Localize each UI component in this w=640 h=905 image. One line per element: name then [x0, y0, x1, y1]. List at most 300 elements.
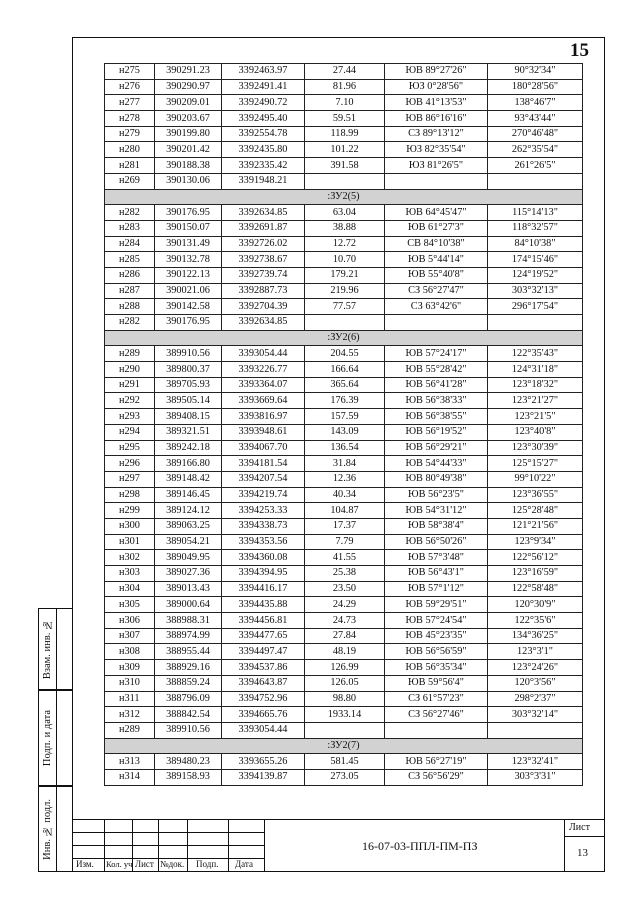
table-row: [105, 64, 583, 80]
cell-point-name: н290: [105, 362, 155, 378]
table-row: [105, 503, 583, 519]
table-row: [105, 346, 583, 362]
cell-direction-angle: 120°30'9": [488, 597, 583, 613]
table-row: [105, 158, 583, 174]
cell-rhumb: СЗ 56°56'29": [385, 769, 488, 785]
cell-point-name: н291: [105, 377, 155, 393]
cell-length: 118.99: [305, 126, 385, 142]
cell-coord-y: 3394207.54: [222, 471, 305, 487]
cell-point-name: н304: [105, 581, 155, 597]
cell-rhumb: ЮВ 56°27'19": [385, 754, 488, 770]
cell-coord-x: 390203.67: [155, 111, 222, 127]
cell-direction-angle: 99°10'22": [488, 471, 583, 487]
cell-direction-angle: [488, 173, 583, 189]
cell-length: 63.04: [305, 205, 385, 221]
cell-point-name: н296: [105, 456, 155, 472]
cell-coord-x: 389000.64: [155, 597, 222, 613]
cell-direction-angle: 174°15'46": [488, 252, 583, 268]
cell-coord-y: 3394338.73: [222, 518, 305, 534]
cell-coord-x: 389063.25: [155, 518, 222, 534]
cell-coord-y: 3394353.56: [222, 534, 305, 550]
table-row: [105, 377, 583, 393]
cell-coord-x: 390290.97: [155, 79, 222, 95]
cell-coord-x: 390122.13: [155, 267, 222, 283]
cell-length: 143.09: [305, 424, 385, 440]
cell-direction-angle: 270°46'48": [488, 126, 583, 142]
cell-coord-y: 3394477.65: [222, 628, 305, 644]
cell-coord-x: 388974.99: [155, 628, 222, 644]
title-block: [72, 819, 605, 872]
cell-direction-angle: 303°3'31": [488, 769, 583, 785]
table-row: [105, 644, 583, 660]
cell-length: 25.38: [305, 566, 385, 582]
cell-direction-angle: 122°35'6": [488, 613, 583, 629]
stamp-podp: Подп.: [196, 859, 219, 869]
table-row: [105, 79, 583, 95]
cell-coord-x: 390132.78: [155, 252, 222, 268]
cell-coord-x: 390176.95: [155, 315, 222, 331]
table-row: [105, 581, 583, 597]
cell-coord-y: 3394643.87: [222, 675, 305, 691]
cell-length: 31.84: [305, 456, 385, 472]
cell-direction-angle: 123°16'59": [488, 566, 583, 582]
cell-length: 581.45: [305, 754, 385, 770]
cell-coord-y: 3392490.72: [222, 95, 305, 111]
stamp-izm: Изм.: [76, 859, 94, 869]
cell-coord-y: 3394497.47: [222, 644, 305, 660]
cell-point-name: н276: [105, 79, 155, 95]
cell-length: 104.87: [305, 503, 385, 519]
cell-rhumb: [385, 173, 488, 189]
cell-direction-angle: 120°3'56": [488, 675, 583, 691]
table-row: [105, 220, 583, 236]
cell-coord-y: 3394219.74: [222, 487, 305, 503]
cell-length: 81.96: [305, 79, 385, 95]
cell-length: 219.96: [305, 283, 385, 299]
cell-rhumb: [385, 315, 488, 331]
cell-point-name: н284: [105, 236, 155, 252]
cell-rhumb: ЮВ 56°19'52": [385, 424, 488, 440]
cell-coord-x: 388796.09: [155, 691, 222, 707]
side-label-vzam-inv: Взам. инв. №: [42, 618, 53, 680]
table-row: [105, 660, 583, 676]
cell-direction-angle: 124°31'18": [488, 362, 583, 378]
cell-point-name: н305: [105, 597, 155, 613]
cell-coord-y: 3393054.44: [222, 722, 305, 738]
cell-rhumb: ЮВ 57°24'54": [385, 613, 488, 629]
cell-coord-y: 3393669.64: [222, 393, 305, 409]
cell-coord-y: 3392634.85: [222, 205, 305, 221]
cell-length: 27.44: [305, 64, 385, 80]
cell-rhumb: ЮВ 57°3'48": [385, 550, 488, 566]
cell-coord-x: 389705.93: [155, 377, 222, 393]
cell-coord-y: 3394181.54: [222, 456, 305, 472]
cell-rhumb: ЮВ 59°29'51": [385, 597, 488, 613]
cell-direction-angle: 123°9'34": [488, 534, 583, 550]
side-label-inv-podl: Инв. № подл.: [42, 798, 53, 860]
table-row: [105, 95, 583, 111]
cell-length: 126.05: [305, 675, 385, 691]
side-label-podp-data: Подп. и дата: [42, 709, 53, 767]
cell-direction-angle: 118°32'57": [488, 220, 583, 236]
cell-length: 136.54: [305, 440, 385, 456]
cell-coord-x: 390199.80: [155, 126, 222, 142]
cell-length: 23.50: [305, 581, 385, 597]
cell-coord-x: 389054.21: [155, 534, 222, 550]
cell-coord-x: 390291.23: [155, 64, 222, 80]
cell-point-name: н299: [105, 503, 155, 519]
cell-direction-angle: 115°14'13": [488, 205, 583, 221]
cell-length: 59.51: [305, 111, 385, 127]
cell-coord-y: 3394665.76: [222, 707, 305, 723]
side-block-vzam: [38, 608, 72, 690]
cell-direction-angle: 303°32'13": [488, 283, 583, 299]
cell-coord-y: 3392726.02: [222, 236, 305, 252]
cell-rhumb: ЮВ 41°13'53": [385, 95, 488, 111]
cell-direction-angle: 296°17'54": [488, 299, 583, 315]
cell-coord-x: 389166.80: [155, 456, 222, 472]
cell-rhumb: ЮВ 55°28'42": [385, 362, 488, 378]
table-row: [105, 283, 583, 299]
cell-length: 176.39: [305, 393, 385, 409]
side-block-podp: [38, 690, 72, 786]
cell-point-name: н287: [105, 283, 155, 299]
table-row: [105, 675, 583, 691]
cell-point-name: н279: [105, 126, 155, 142]
cell-rhumb: ЮВ 56°23'5": [385, 487, 488, 503]
coordinates-table: [104, 63, 583, 786]
cell-length: [305, 315, 385, 331]
cell-point-name: н300: [105, 518, 155, 534]
table-row: [105, 566, 583, 582]
cell-direction-angle: 134°36'25": [488, 628, 583, 644]
cell-rhumb: ЮВ 56°50'26": [385, 534, 488, 550]
cell-length: 40.34: [305, 487, 385, 503]
cell-coord-y: 3391948.21: [222, 173, 305, 189]
cell-direction-angle: 122°56'12": [488, 550, 583, 566]
cell-direction-angle: 123°32'41": [488, 754, 583, 770]
table-row: [105, 173, 583, 189]
cell-point-name: н313: [105, 754, 155, 770]
cell-rhumb: ЮВ 56°38'55": [385, 409, 488, 425]
table-row: [105, 456, 583, 472]
table-row: [105, 126, 583, 142]
cell-direction-angle: 138°46'7": [488, 95, 583, 111]
cell-direction-angle: 123°30'39": [488, 440, 583, 456]
table-row: [105, 362, 583, 378]
cell-coord-y: 3392491.41: [222, 79, 305, 95]
cell-point-name: н278: [105, 111, 155, 127]
stamp-ndok: №док.: [160, 859, 185, 869]
cell-rhumb: ЮВ 86°16'16": [385, 111, 488, 127]
cell-rhumb: ЮВ 54°44'33": [385, 456, 488, 472]
cell-direction-angle: 90°32'34": [488, 64, 583, 80]
cell-point-name: н307: [105, 628, 155, 644]
table-row: [105, 236, 583, 252]
cell-point-name: н293: [105, 409, 155, 425]
cell-coord-y: 3392435.80: [222, 142, 305, 158]
table-row: [105, 754, 583, 770]
cell-rhumb: ЮВ 61°27'3": [385, 220, 488, 236]
table-row: [105, 205, 583, 221]
cell-rhumb: ЮЗ 0°28'56": [385, 79, 488, 95]
cell-point-name: н306: [105, 613, 155, 629]
cell-length: 157.59: [305, 409, 385, 425]
cell-coord-x: 389146.45: [155, 487, 222, 503]
cell-coord-y: 3393226.77: [222, 362, 305, 378]
cell-rhumb: ЮЗ 82°35'54": [385, 142, 488, 158]
cell-length: 10.70: [305, 252, 385, 268]
section-header-row: [105, 738, 583, 754]
table-row: [105, 393, 583, 409]
cell-point-name: н295: [105, 440, 155, 456]
cell-length: 391.58: [305, 158, 385, 174]
cell-rhumb: СЗ 63°42'6": [385, 299, 488, 315]
cell-coord-x: 390188.38: [155, 158, 222, 174]
cell-coord-x: 389505.14: [155, 393, 222, 409]
cell-coord-y: 3392335.42: [222, 158, 305, 174]
table-row: [105, 424, 583, 440]
cell-coord-x: 388859.24: [155, 675, 222, 691]
cell-rhumb: ЮВ 58°38'4": [385, 518, 488, 534]
cell-coord-x: 389910.56: [155, 722, 222, 738]
cell-point-name: н302: [105, 550, 155, 566]
cell-coord-y: 3392463.97: [222, 64, 305, 80]
cell-length: 365.64: [305, 377, 385, 393]
table-row: [105, 534, 583, 550]
cell-coord-y: 3392554.78: [222, 126, 305, 142]
table-row: [105, 487, 583, 503]
cell-point-name: н310: [105, 675, 155, 691]
cell-direction-angle: 123°36'55": [488, 487, 583, 503]
cell-coord-y: 3394435.88: [222, 597, 305, 613]
cell-rhumb: ЮВ 56°35'34": [385, 660, 488, 676]
cell-point-name: н280: [105, 142, 155, 158]
cell-rhumb: СЗ 56°27'47": [385, 283, 488, 299]
cell-rhumb: ЮВ 64°45'47": [385, 205, 488, 221]
cell-direction-angle: 123°21'27": [488, 393, 583, 409]
cell-coord-y: 3394537.86: [222, 660, 305, 676]
section-header-row: [105, 330, 583, 346]
cell-point-name: н308: [105, 644, 155, 660]
cell-coord-x: 390176.95: [155, 205, 222, 221]
table-row: [105, 769, 583, 785]
cell-length: 7.10: [305, 95, 385, 111]
cell-length: 179.21: [305, 267, 385, 283]
cell-point-name: н269: [105, 173, 155, 189]
cell-point-name: н289: [105, 346, 155, 362]
table-row: [105, 299, 583, 315]
cell-direction-angle: 261°26'5": [488, 158, 583, 174]
stamp-list: Лист: [135, 859, 154, 869]
cell-point-name: н301: [105, 534, 155, 550]
cell-length: 48.19: [305, 644, 385, 660]
cell-coord-x: 389910.56: [155, 346, 222, 362]
sheet-number: 13: [577, 847, 588, 859]
cell-length: 98.80: [305, 691, 385, 707]
cell-coord-x: 388955.44: [155, 644, 222, 660]
cell-length: 38.88: [305, 220, 385, 236]
cell-point-name: н289: [105, 722, 155, 738]
cell-direction-angle: 123°24'26": [488, 660, 583, 676]
table-row: [105, 691, 583, 707]
cell-length: 126.99: [305, 660, 385, 676]
table-row: [105, 252, 583, 268]
cell-rhumb: ЮВ 56°41'28": [385, 377, 488, 393]
cell-coord-y: 3394139.87: [222, 769, 305, 785]
cell-point-name: н288: [105, 299, 155, 315]
cell-point-name: н283: [105, 220, 155, 236]
cell-point-name: н282: [105, 315, 155, 331]
cell-length: [305, 722, 385, 738]
cell-coord-y: 3392887.73: [222, 283, 305, 299]
cell-length: 12.72: [305, 236, 385, 252]
cell-direction-angle: 125°15'27": [488, 456, 583, 472]
cell-coord-x: 388988.31: [155, 613, 222, 629]
cell-coord-x: 389027.36: [155, 566, 222, 582]
cell-length: 273.05: [305, 769, 385, 785]
cell-length: 12.36: [305, 471, 385, 487]
cell-length: 24.29: [305, 597, 385, 613]
cell-point-name: н298: [105, 487, 155, 503]
cell-rhumb: ЮВ 56°43'1": [385, 566, 488, 582]
cell-length: 7.79: [305, 534, 385, 550]
table-row: [105, 707, 583, 723]
table-row: [105, 471, 583, 487]
cell-rhumb: ЮВ 80°49'38": [385, 471, 488, 487]
cell-coord-x: 388842.54: [155, 707, 222, 723]
cell-coord-y: 3394360.08: [222, 550, 305, 566]
cell-direction-angle: 93°43'44": [488, 111, 583, 127]
table-row: [105, 315, 583, 331]
cell-direction-angle: 298°2'37": [488, 691, 583, 707]
cell-point-name: н303: [105, 566, 155, 582]
cell-coord-x: 389321.51: [155, 424, 222, 440]
cell-length: 27.84: [305, 628, 385, 644]
section-label: :ЗУ2(7): [105, 738, 583, 754]
section-header-row: [105, 189, 583, 205]
cell-rhumb: ЮВ 45°23'35": [385, 628, 488, 644]
cell-direction-angle: 303°32'14": [488, 707, 583, 723]
cell-direction-angle: 125°28'48": [488, 503, 583, 519]
cell-point-name: н309: [105, 660, 155, 676]
cell-coord-y: 3393948.61: [222, 424, 305, 440]
cell-coord-x: 390142.58: [155, 299, 222, 315]
cell-coord-x: 389158.93: [155, 769, 222, 785]
cell-direction-angle: 180°28'56": [488, 79, 583, 95]
section-label: :ЗУ2(5): [105, 189, 583, 205]
cell-coord-y: 3392738.67: [222, 252, 305, 268]
cell-point-name: н275: [105, 64, 155, 80]
cell-rhumb: СЗ 61°57'23": [385, 691, 488, 707]
cell-point-name: н294: [105, 424, 155, 440]
cell-coord-y: 3394253.33: [222, 503, 305, 519]
cell-coord-x: 388929.16: [155, 660, 222, 676]
cell-coord-x: 389049.95: [155, 550, 222, 566]
cell-coord-x: 390150.07: [155, 220, 222, 236]
cell-direction-angle: [488, 315, 583, 331]
cell-point-name: н314: [105, 769, 155, 785]
table-row: [105, 142, 583, 158]
cell-coord-x: 390130.06: [155, 173, 222, 189]
cell-direction-angle: 121°21'56": [488, 518, 583, 534]
cell-coord-y: 3394416.17: [222, 581, 305, 597]
cell-point-name: н286: [105, 267, 155, 283]
cell-coord-y: 3392495.40: [222, 111, 305, 127]
cell-direction-angle: [488, 722, 583, 738]
cell-coord-x: 390201.42: [155, 142, 222, 158]
cell-direction-angle: 262°35'54": [488, 142, 583, 158]
cell-length: 41.55: [305, 550, 385, 566]
stamp-kol-uch: Кол. уч: [106, 859, 133, 869]
document-code: 16-07-03-ППЛ-ПМ-ПЗ: [362, 839, 478, 853]
cell-point-name: н312: [105, 707, 155, 723]
cell-rhumb: ЮЗ 81°26'5": [385, 158, 488, 174]
cell-length: 204.55: [305, 346, 385, 362]
cell-direction-angle: 123°18'32": [488, 377, 583, 393]
cell-coord-y: 3393655.26: [222, 754, 305, 770]
cell-coord-y: 3392739.74: [222, 267, 305, 283]
cell-direction-angle: 122°58'48": [488, 581, 583, 597]
cell-direction-angle: 123°40'8": [488, 424, 583, 440]
cell-rhumb: СВ 84°10'38": [385, 236, 488, 252]
cell-direction-angle: 122°35'43": [488, 346, 583, 362]
table-row: [105, 628, 583, 644]
cell-coord-x: 389242.18: [155, 440, 222, 456]
page-number: 15: [570, 40, 589, 61]
cell-coord-x: 389800.37: [155, 362, 222, 378]
table-row: [105, 267, 583, 283]
cell-point-name: н285: [105, 252, 155, 268]
cell-rhumb: ЮВ 57°24'17": [385, 346, 488, 362]
cell-coord-y: 3392634.85: [222, 315, 305, 331]
cell-point-name: н292: [105, 393, 155, 409]
cell-coord-x: 390209.01: [155, 95, 222, 111]
cell-rhumb: ЮВ 57°1'12": [385, 581, 488, 597]
cell-coord-y: 3393816.97: [222, 409, 305, 425]
table-row: [105, 722, 583, 738]
cell-rhumb: СЗ 89°13'12": [385, 126, 488, 142]
cell-coord-y: 3394067.70: [222, 440, 305, 456]
cell-direction-angle: 123°3'1": [488, 644, 583, 660]
cell-rhumb: [385, 722, 488, 738]
cell-coord-y: 3394394.95: [222, 566, 305, 582]
cell-coord-x: 390021.06: [155, 283, 222, 299]
cell-coord-y: 3393054.44: [222, 346, 305, 362]
cell-length: 1933.14: [305, 707, 385, 723]
cell-coord-x: 389408.15: [155, 409, 222, 425]
cell-point-name: н297: [105, 471, 155, 487]
cell-length: 24.73: [305, 613, 385, 629]
cell-rhumb: ЮВ 56°56'59": [385, 644, 488, 660]
cell-rhumb: ЮВ 55°40'8": [385, 267, 488, 283]
cell-length: 77.57: [305, 299, 385, 315]
cell-rhumb: ЮВ 56°29'21": [385, 440, 488, 456]
cell-rhumb: ЮВ 54°31'12": [385, 503, 488, 519]
cell-length: [305, 173, 385, 189]
cell-coord-y: 3392691.87: [222, 220, 305, 236]
cell-length: 101.22: [305, 142, 385, 158]
table-row: [105, 550, 583, 566]
cell-coord-y: 3394456.81: [222, 613, 305, 629]
cell-point-name: н281: [105, 158, 155, 174]
cell-direction-angle: 124°19'52": [488, 267, 583, 283]
cell-coord-x: 389480.23: [155, 754, 222, 770]
side-block-inv: [38, 786, 72, 872]
cell-length: 166.64: [305, 362, 385, 378]
cell-rhumb: СЗ 56°27'46": [385, 707, 488, 723]
cell-rhumb: ЮВ 59°56'4": [385, 675, 488, 691]
